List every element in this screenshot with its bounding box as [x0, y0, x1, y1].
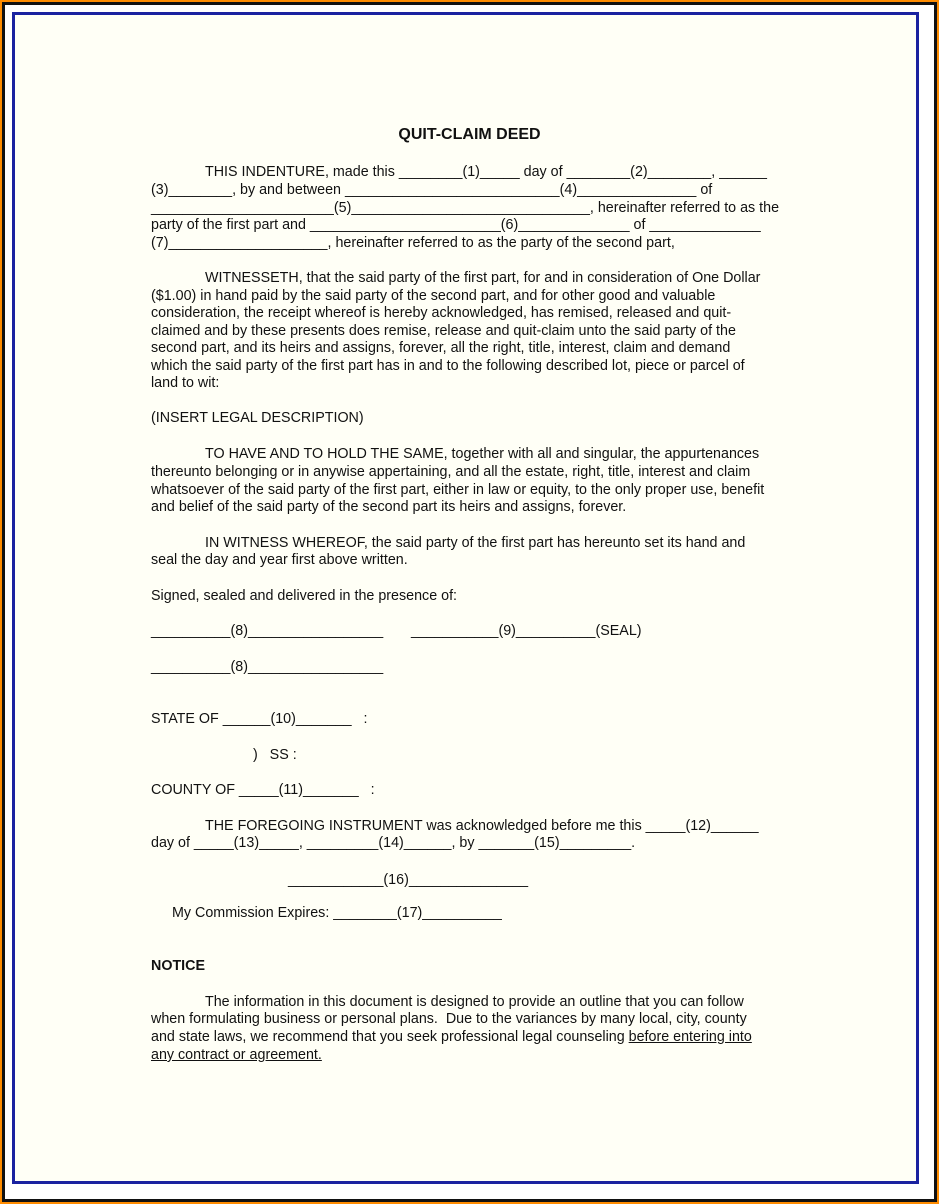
- notary-signature-line: ____________(16)_______________: [288, 872, 529, 888]
- in-witness-line: IN WITNESS WHEREOF, the said party of the first part has hereunto set its hand and: [205, 535, 746, 551]
- intro-line: party of the first part and ________________________(6)______________ of ______________: [151, 217, 761, 233]
- witnesseth-line: second part, and its heirs and assigns, forever, all the right, title, interest, claim and demand: [151, 340, 731, 356]
- intro-line: THIS INDENTURE, made this ________(1)_____ day of ________(2)________, ______: [205, 164, 767, 180]
- notice-line: [151, 1029, 752, 1046]
- notice-underlined-text: before entering into: [628, 1029, 752, 1045]
- grantor-signature-line: ___________(9)__________(SEAL): [411, 623, 642, 639]
- witness-signature-line: __________(8)_________________: [151, 623, 384, 639]
- intro-line: (7)____________________, hereinafter referred to as the party of the second part,: [151, 235, 675, 251]
- notice-text: and state laws, we recommend that you seek professional legal counseling: [151, 1029, 629, 1045]
- witnesseth-line: claimed and by these presents does remise, release and quit-claim unto the said party of the: [151, 323, 736, 339]
- ss-line: ) SS :: [253, 747, 297, 763]
- notice-underlined-line: any contract or agreement.: [151, 1047, 322, 1063]
- notice-line: The information in this document is designed to provide an outline that you can follow: [205, 994, 744, 1010]
- document-title: QUIT-CLAIM DEED: [398, 126, 541, 143]
- notice-heading: NOTICE: [151, 958, 206, 974]
- county-line: COUNTY OF _____(11)_______ :: [151, 782, 375, 798]
- witnesseth-line: ($1.00) in hand paid by the said party of the second part, and for other good and valuable: [151, 288, 716, 304]
- signed-statement: Signed, sealed and delivered in the presence of:: [151, 588, 458, 604]
- legal-description: (INSERT LEGAL DESCRIPTION): [151, 410, 364, 426]
- acknowledgment-line: THE FOREGOING INSTRUMENT was acknowledged before me this _____(12)______: [205, 818, 759, 834]
- witnesseth-line: consideration, the receipt whereof is hereby acknowledged, has remised, released and quit-: [151, 305, 732, 321]
- habendum-line: thereunto belonging or in anywise appertaining, and all the estate, right, title, interest and claim: [151, 464, 751, 480]
- intro-line: _______________________(5)______________________________, hereinafter referred to as the: [151, 200, 780, 216]
- habendum-line: TO HAVE AND TO HOLD THE SAME, together with all and singular, the appurtenances: [205, 446, 760, 462]
- witnesseth-line: which the said party of the first part has in and to the following described lot, piece or parcel of: [151, 358, 745, 374]
- habendum-line: and belief of the said party of the second part its heirs and assigns, forever.: [151, 499, 627, 515]
- habendum-line: whatsoever of the said party of the first part, either in law or equity, to the only proper use, benefit: [151, 482, 765, 498]
- acknowledgment-line: day of _____(13)_____, _________(14)______, by _______(15)_________.: [151, 835, 636, 851]
- intro-line: (3)________, by and between ___________________________(4)_______________ of: [151, 182, 713, 198]
- notice-line: when formulating business or personal plans. Due to the variances by many local, city, county: [151, 1011, 747, 1027]
- witness-signature-line: __________(8)_________________: [151, 659, 384, 675]
- commission-expires: My Commission Expires: ________(17)__________: [172, 905, 502, 921]
- witnesseth-line: land to wit:: [151, 375, 220, 391]
- witnesseth-line: WITNESSETH, that the said party of the first part, for and in consideration of One Dollar: [205, 270, 761, 286]
- state-line: STATE OF ______(10)_______ :: [151, 711, 368, 727]
- in-witness-line: seal the day and year first above written.: [151, 552, 408, 568]
